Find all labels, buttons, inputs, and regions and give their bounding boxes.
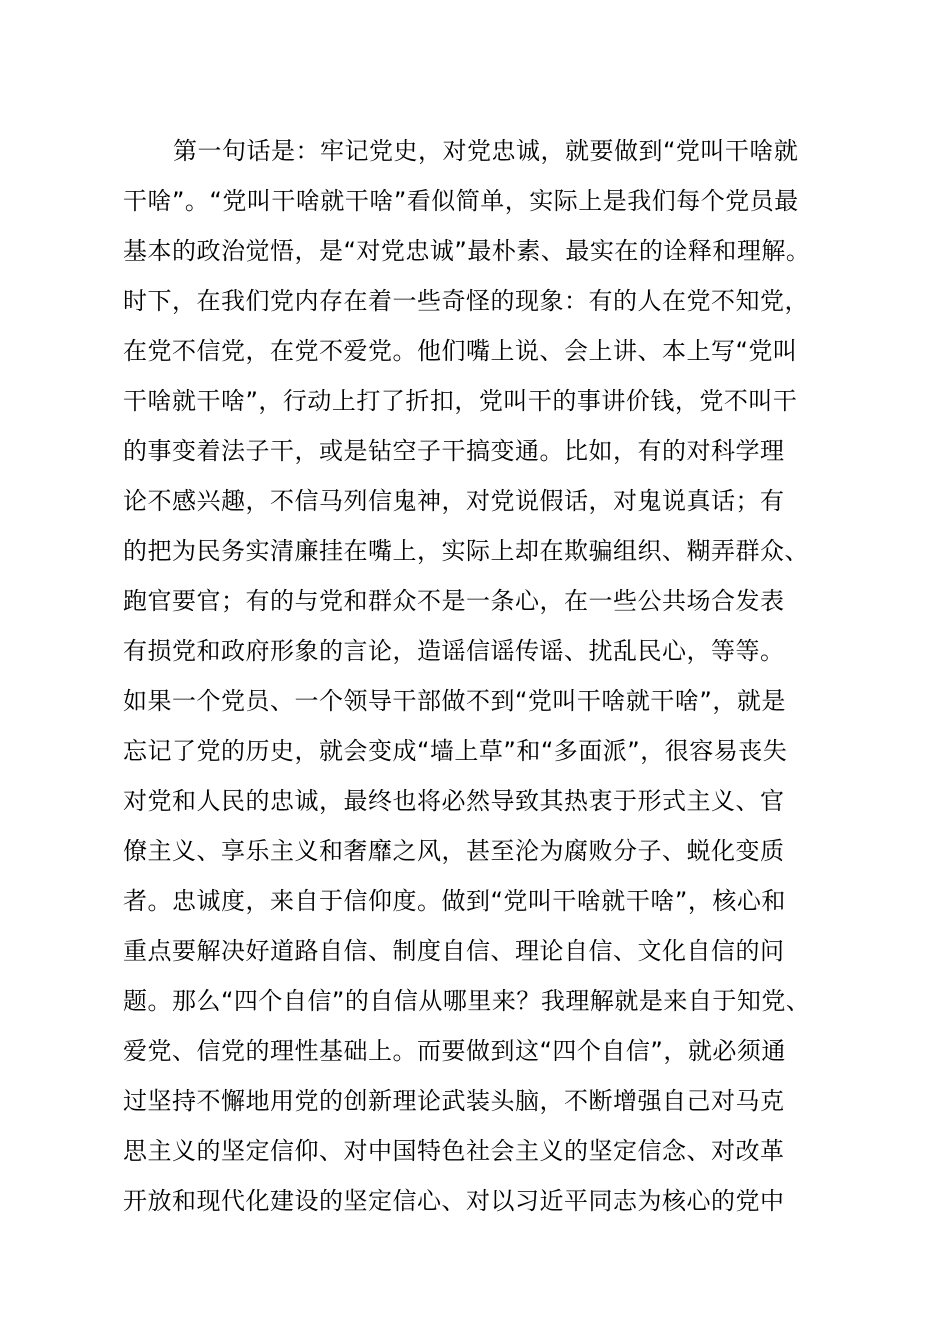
paragraph-line: 干啥”。“党叫干啥就干啥”看似简单，实际上是我们每个党员最 — [123, 187, 799, 215]
paragraph-line: 论不感兴趣，不信马列信鬼神，对党说假话，对鬼说真话；有 — [123, 487, 785, 515]
paragraph-line: 对党和人民的忠诚，最终也将必然导致其热衷于形式主义、官 — [123, 787, 785, 815]
paragraph-line: 僚主义、享乐主义和奢靡之风，甚至沦为腐败分子、蜕化变质 — [123, 837, 785, 865]
paragraph-line: 在党不信党，在党不爱党。他们嘴上说、会上讲、本上写“党叫 — [123, 337, 798, 365]
paragraph-line: 忘记了党的历史，就会变成“墙上草”和“多面派”，很容易丧失 — [123, 737, 788, 765]
paragraph-line: 爱党、信党的理性基础上。而要做到这“四个自信”，就必须通 — [123, 1037, 786, 1065]
paragraph-line: 者。忠诚度，来自于信仰度。做到“党叫干啥就干啥”，核心和 — [123, 887, 786, 915]
paragraph-line: 跑官要官；有的与党和群众不是一条心，在一些公共场合发表 — [123, 587, 785, 615]
paragraph-line: 基本的政治觉悟，是“对党忠诚”最朴素、最实在的诠释和理解。 — [123, 237, 811, 265]
paragraph-line: 有损党和政府形象的言论，造谣信谣传谣、扰乱民心，等等。 — [123, 637, 785, 665]
paragraph-line: 过坚持不懈地用党的创新理论武装头脑，不断增强自己对马克 — [123, 1087, 785, 1115]
paragraph-line: 开放和现代化建设的坚定信心、对以习近平同志为核心的党中 — [123, 1187, 785, 1215]
paragraph-line: 如果一个党员、一个领导干部做不到“党叫干啥就干啥”，就是 — [123, 687, 786, 715]
body-paragraph — [123, 126, 843, 1226]
paragraph-line: 第一句话是：牢记党史，对党忠诚，就要做到“党叫干啥就 — [173, 137, 799, 165]
paragraph-line: 思主义的坚定信仰、对中国特色社会主义的坚定信念、对改革 — [123, 1137, 785, 1165]
paragraph-line: 重点要解决好道路自信、制度自信、理论自信、文化自信的问 — [123, 937, 785, 965]
paragraph-line: 的事变着法子干，或是钻空子干搞变通。比如，有的对科学理 — [123, 437, 785, 465]
paragraph-line: 干啥就干啥”，行动上打了折扣，党叫干的事讲价钱，党不叫干 — [123, 387, 798, 415]
paragraph-line: 题。那么“四个自信”的自信从哪里来？我理解就是来自于知党、 — [123, 987, 811, 1015]
paragraph-line: 的把为民务实清廉挂在嘴上，实际上却在欺骗组织、糊弄群众、 — [123, 537, 809, 565]
paragraph-line: 时下，在我们党内存在着一些奇怪的现象：有的人在党不知党， — [123, 287, 809, 315]
